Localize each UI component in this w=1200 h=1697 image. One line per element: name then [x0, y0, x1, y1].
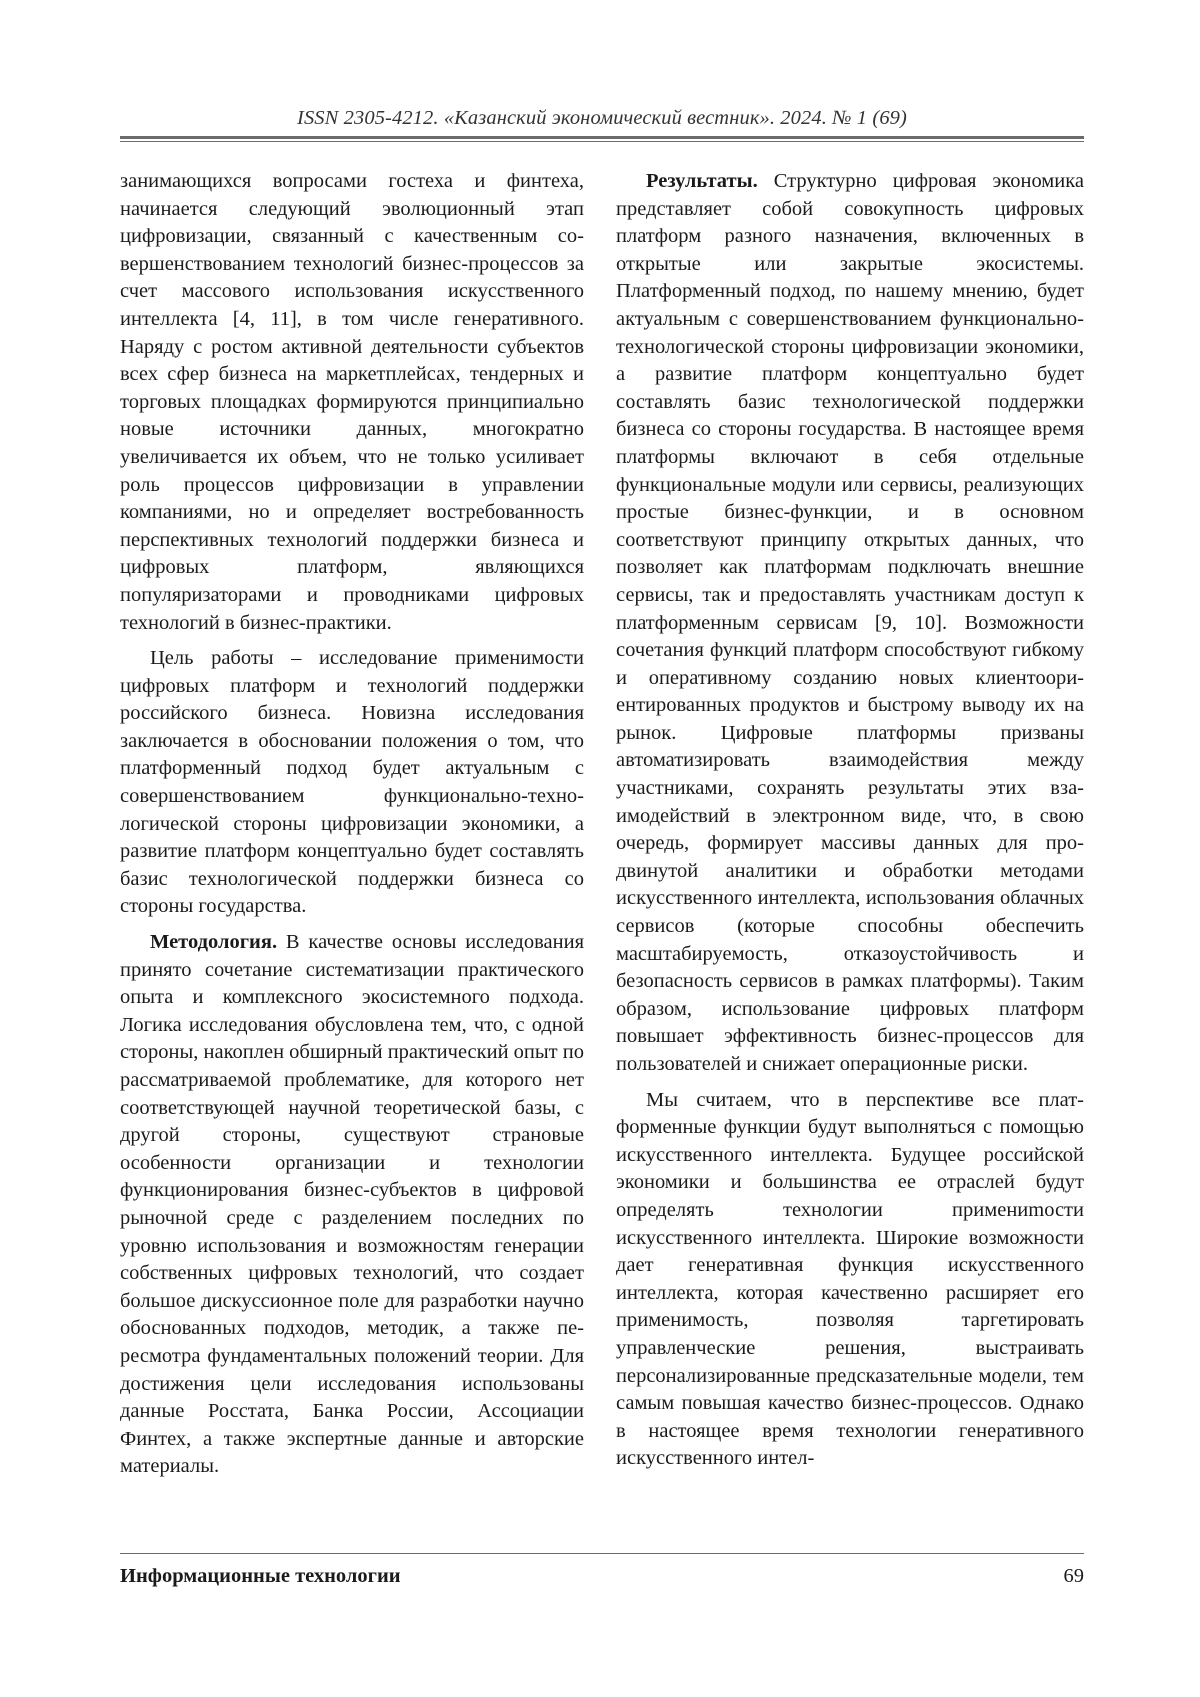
- page-number: 69: [1063, 1565, 1084, 1587]
- header-rule: [120, 136, 1084, 139]
- paragraph: Мы считаем, что в перспективе все платформенные функции будут выполняться с помощью искусственного интеллекта. Будущее российской экономики и большинства ее отраслей будут определять технологии примениmости искусственного интеллекта. Широкие возможности дает генеративная функция искусственного интеллекта, которая качественно расширяет его применимость, позволяя таргетировать управленческие решения, выстраивать персонализированные предсказательные модели, тем самым повышая качество бизнес-процессов. Однако в настоящее время технологии генеративного искусственного интел-: [616, 1088, 1084, 1470]
- header-rule-thin: [120, 141, 1084, 142]
- paragraph: Цель работы – исследование применимости цифровых платформ и технологий поддержки российского бизнеса. Новизна исследования заключается в обосновании положения о том, что платформенный подход будет актуальным с совершенствованием функционально-технологической стороны цифровизации экономики, а развитие платформ концептуально будет составлять базис технологической поддержки бизнеса со стороны государства.: [120, 647, 584, 918]
- paragraph-methodology: [120, 929, 584, 1481]
- right-column: [616, 168, 1084, 1473]
- paragraph-text: В качестве основы исследования принято сочетание систематизации практического опыта и комплексного экосистемного подхода. Логика исследования обусловлена тем, что, с одной стороны, накоплен обширный практический опыт по рассматриваемой проблематике, для которого нет соответствующей научной теоретической базы, с другой стороны, существуют страновые особенности организации и технологии функционирования бизнес-субъектов в цифровой рыночной среде с разделением последних по уровню использования и возможностям генерации собственных цифровых технологий, что создает большое дискуссионное поле для разработки научно обоснованных подходов, методик, а также пересмотра фундаментальных положений теории. Для достижения цели исследования использованы данные Росстата, Банка России, Ассоциации Финтех, а также экспертные данные и авторские материалы.: [120, 931, 584, 1478]
- paragraph-text: Структурно цифровая экономика представляет собой совокупность цифровых платформ разного назначения, включенных в открытые или закрытые экосистемы. Платформенный подход, по нашему мнению, будет актуальным с совершенствованием функционально-технологической стороны цифровизации экономики, а развитие платформ концептуально будет составлять базис технологической поддержки бизнеса со стороны государства. В настоящее время платформы включают в себя отдельные функциональные модули или сервисы, реализующих простые бизнес-функции, и в основном соответствуют принципу открытых данных, что позволяет как платформам подключать внешние сервисы, так и предоставлять участникам доступ к платформенным сервисам [9, 10]. Возможности сочетания функций платформ способствуют гибкому и оперативному созданию новых клиентоориентированных продуктов и быстрому выводу их на рынок. Цифровые платформы призваны автоматизировать взаимодействия между участниками, сохранять результаты этих взаимодействий в электронном виде, что, в свою очередь, формирует массивы данных для продвинутой аналитики и обработки методами искусственного интеллекта, использования облачных сервисов (которые способны обеспечить масштабируемость, отказоустойчивость и безопасность сервисов в рамках платформы). Таким образом, использование цифровых платформ повышает эффективность бизнес-процессов для пользователей и снижает операционные риски.: [616, 170, 1084, 1075]
- paragraph: занимающихся вопросами гостеха и финтеха, начинается следующий эволюционный этап цифровизации, связанный с качественным совершенствованием технологий бизнес-процессов за счет массового использования искусственного интеллекта [4, 11], в том числе генеративного. Наряду с ростом активной деятельности субъектов всех сфер бизнеса на маркетплейсах, тендерных и торговых площадках формируются принципиально новые источники данных, многократно увеличивается их объем, что не только усиливает роль процессов цифровизации в управлении компаниями, но и определяет востребованность перспективных технологий поддержки бизнеса и цифровых платформ, являющихся популяризаторами и проводниками цифровых технологий в бизнес-практики.: [120, 170, 584, 634]
- footer-rule: [120, 1553, 1084, 1554]
- section-title: Информационные технологии: [120, 1565, 401, 1587]
- paragraph-results: [616, 168, 1084, 1079]
- running-header: ISSN 2305-4212. «Казанский экономический вестник». 2024. № 1 (69): [297, 107, 907, 129]
- left-column: [120, 168, 584, 1481]
- section-heading-methodology: Методология.: [150, 931, 278, 954]
- section-heading-results: Результаты.: [646, 170, 758, 192]
